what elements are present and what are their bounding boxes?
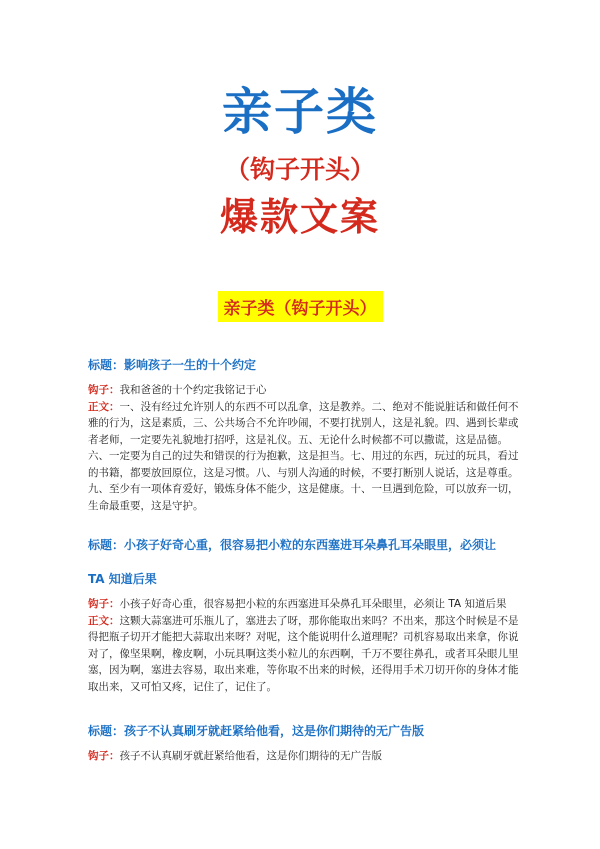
highlight-banner xyxy=(0,291,600,322)
section-heading: 标题：影响孩子一生的十个约定 xyxy=(88,358,257,372)
section-heading: 标题：孩子不认真刷牙就赶紧给他看，这是你们期待的无广告版 xyxy=(88,724,425,738)
hook-line xyxy=(88,748,528,765)
hook-line xyxy=(88,596,528,613)
sub-title: （钩子开头） xyxy=(224,155,375,184)
hook-text: 小孩子好奇心重，很容易把小粒的东西塞进耳朵鼻孔耳朵眼里，必须让 TA 知道后果 xyxy=(119,598,507,610)
body-paragraph xyxy=(88,399,528,515)
big-title: 爆款文案 xyxy=(219,195,380,239)
body-text: 一、没有经过允许别人的东西不可以乱拿，这是教养。二、绝对不能说脏话和做任何不雅的行为，这是素质，三、公共场合不允许吵闹，不要打扰别人，这是礼貌。四、遇到长辈或者老师，一定要先礼貌地打招呼，这是礼仪。五、无论什么时候都不可以撒谎，这是品德。 六、一定要为自己的过失和错误的行为抱歉，这是担当。七、用过的东西，玩过的玩具，看过的书籍，都要放回原位，这是习惯。八、与别人沟通的时候，不要打断别人说话，这是尊重。九、至少有一项体育爱好，锻炼身体不能少，这是健康。十、一旦遇到危险，可以放弃一切，生命最重要，这是守护。 xyxy=(88,400,519,512)
body-paragraph xyxy=(88,613,528,696)
body-label: 正文： xyxy=(88,400,120,413)
body-label: 正文： xyxy=(88,614,120,627)
section-1 xyxy=(88,356,528,514)
hook-label: 钩子： xyxy=(88,598,120,610)
section-heading: 标题：小孩子好奇心重，很容易把小粒的东西塞进耳朵鼻孔耳朵眼里，必须让 xyxy=(88,538,497,552)
hook-text: 我和爸爸的十个约定我铭记于心 xyxy=(119,384,267,396)
hook-label: 钩子： xyxy=(88,384,120,396)
section-2 xyxy=(88,536,528,695)
hook-line xyxy=(88,382,528,399)
highlight-text: 亲子类（钩子开头） xyxy=(218,291,383,322)
section-heading-continued: TA 知道后果 xyxy=(88,572,157,586)
hook-label: 钩子： xyxy=(88,750,120,762)
section-3 xyxy=(88,722,528,765)
main-title: 亲子类 xyxy=(222,83,378,141)
hook-text: 孩子不认真刷牙就赶紧给他看，这是你们期待的无广告版 xyxy=(119,750,382,762)
body-text: 这颗大蒜塞进可乐瓶儿了，塞进去了呀，那你能取出来吗？不出来，那这个时候是不是得把瓶子切开才能把大蒜取出来呀？对呢，这个能说明什么道理呢？司机容易取出来拿，你说对了，像坚果啊，橡皮啊，小玩具啊这类小粒儿的东西啊，千万不要往鼻孔，或者耳朵眼儿里塞，因为啊，塞进去容易，取出来难，等你取不出来的时候，还得用手术刀切开你的身体才能取出来，又可怕又疼，记住了，记住了。 xyxy=(88,614,519,693)
